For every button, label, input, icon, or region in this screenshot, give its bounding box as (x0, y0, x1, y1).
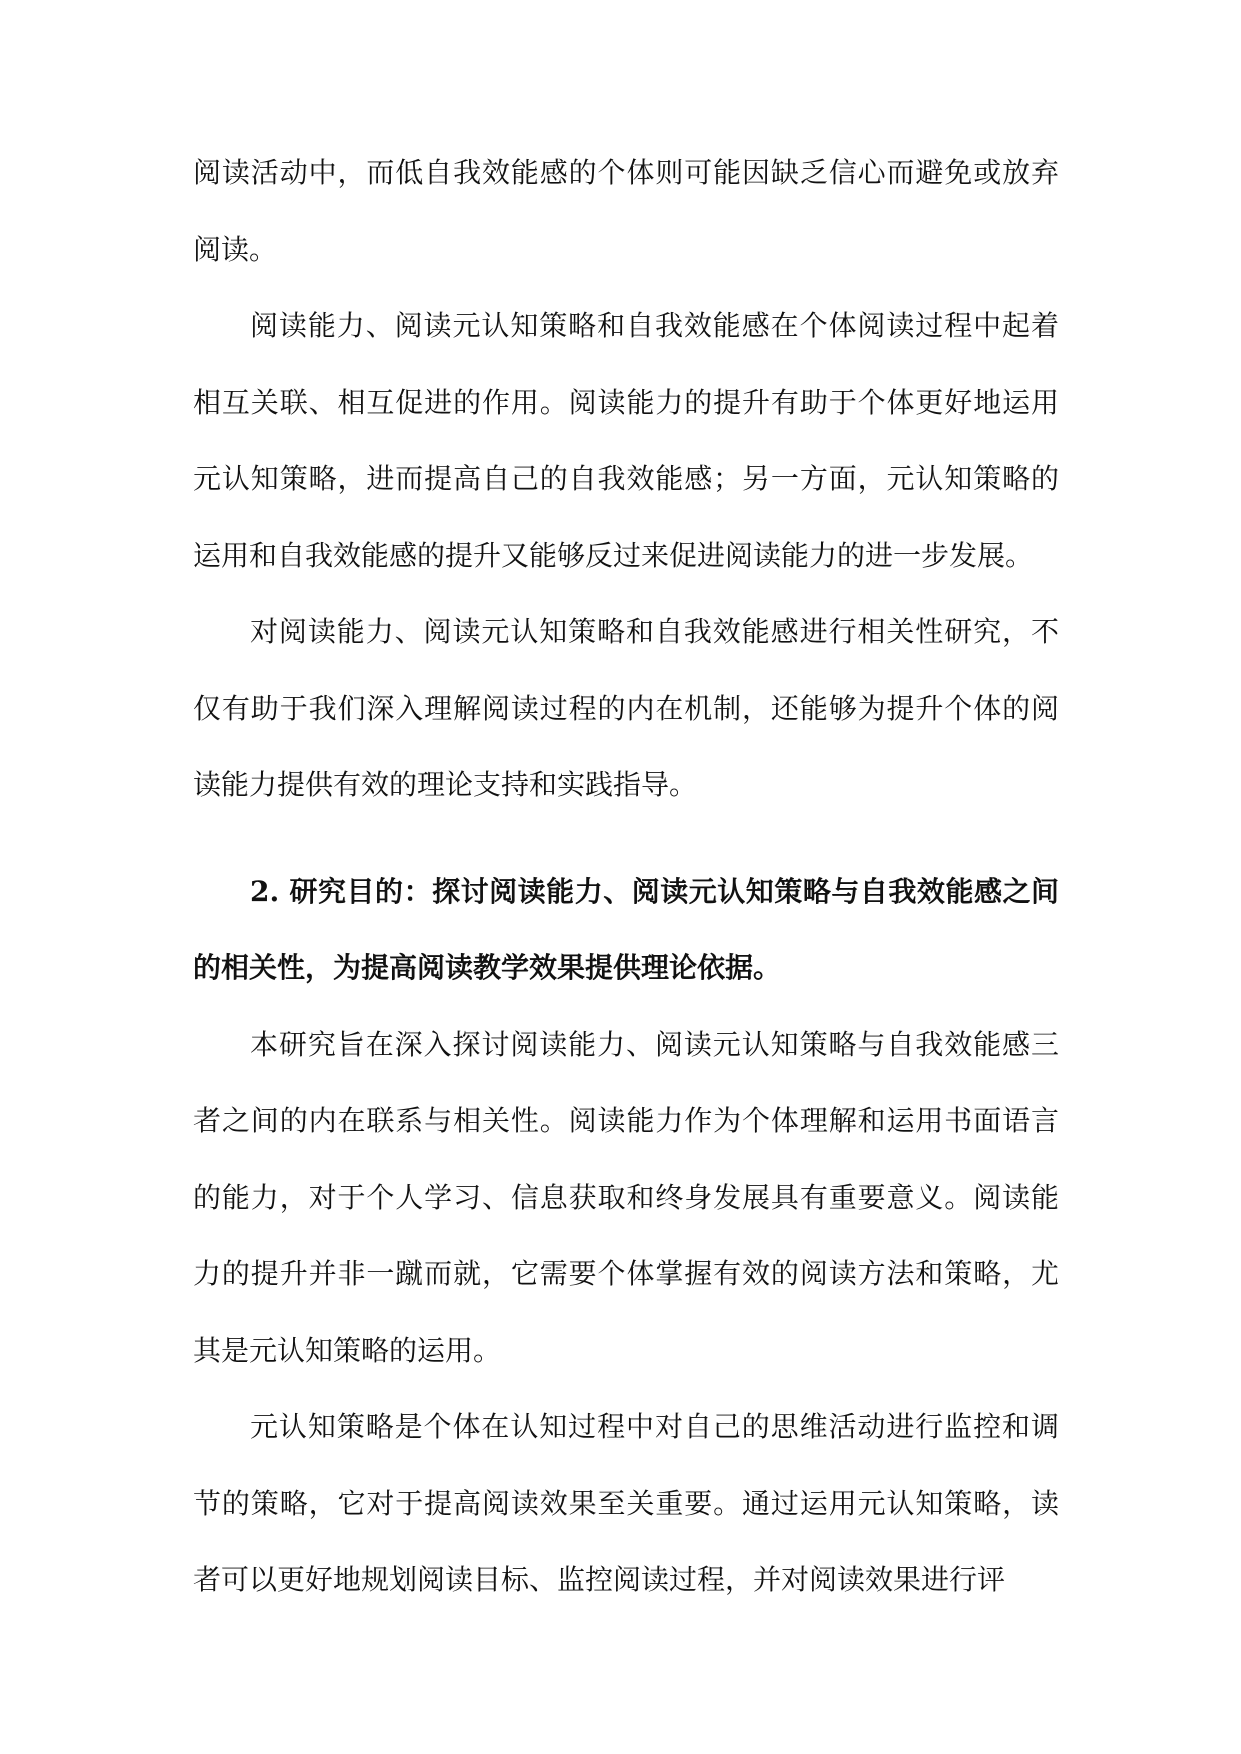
section-heading-research-purpose: 2. 研究目的：探讨阅读能力、阅读元认知策略与自我效能感之间的相关性，为提高阅读教学效果提供理论依据。 (193, 874, 1059, 984)
paragraph-metacognitive-strategy: 元认知策略是个体在认知过程中对自己的思维活动进行监控和调节的策略，它对于提高阅读效果至关重要。通过运用元认知策略，读者可以更好地规划阅读目标、监控阅读过程，并对阅读效果进行评 (193, 1410, 1059, 1596)
paragraph-continuation: 阅读活动中，而低自我效能感的个体则可能因缺乏信心而避免或放弃阅读。 (193, 156, 1059, 266)
document-body (193, 135, 1059, 1619)
paragraph-relationship: 阅读能力、阅读元认知策略和自我效能感在个体阅读过程中起着相互关联、相互促进的作用。阅读能力的提升有助于个体更好地运用元认知策略，进而提高自己的自我效能感；另一方面，元认知策略的运用和自我效能感的提升又能够反过来促进阅读能力的进一步发展。 (193, 309, 1059, 572)
paragraph-significance: 对阅读能力、阅读元认知策略和自我效能感进行相关性研究，不仅有助于我们深入理解阅读过程的内在机制，还能够为提升个体的阅读能力提供有效的理论支持和实践指导。 (193, 615, 1059, 801)
paragraph-research-aim: 本研究旨在深入探讨阅读能力、阅读元认知策略与自我效能感三者之间的内在联系与相关性。阅读能力作为个体理解和运用书面语言的能力，对于个人学习、信息获取和终身发展具有重要意义。阅读能力的提升并非一蹴而就，它需要个体掌握有效的阅读方法和策略，尤其是元认知策略的运用。 (193, 1027, 1059, 1367)
